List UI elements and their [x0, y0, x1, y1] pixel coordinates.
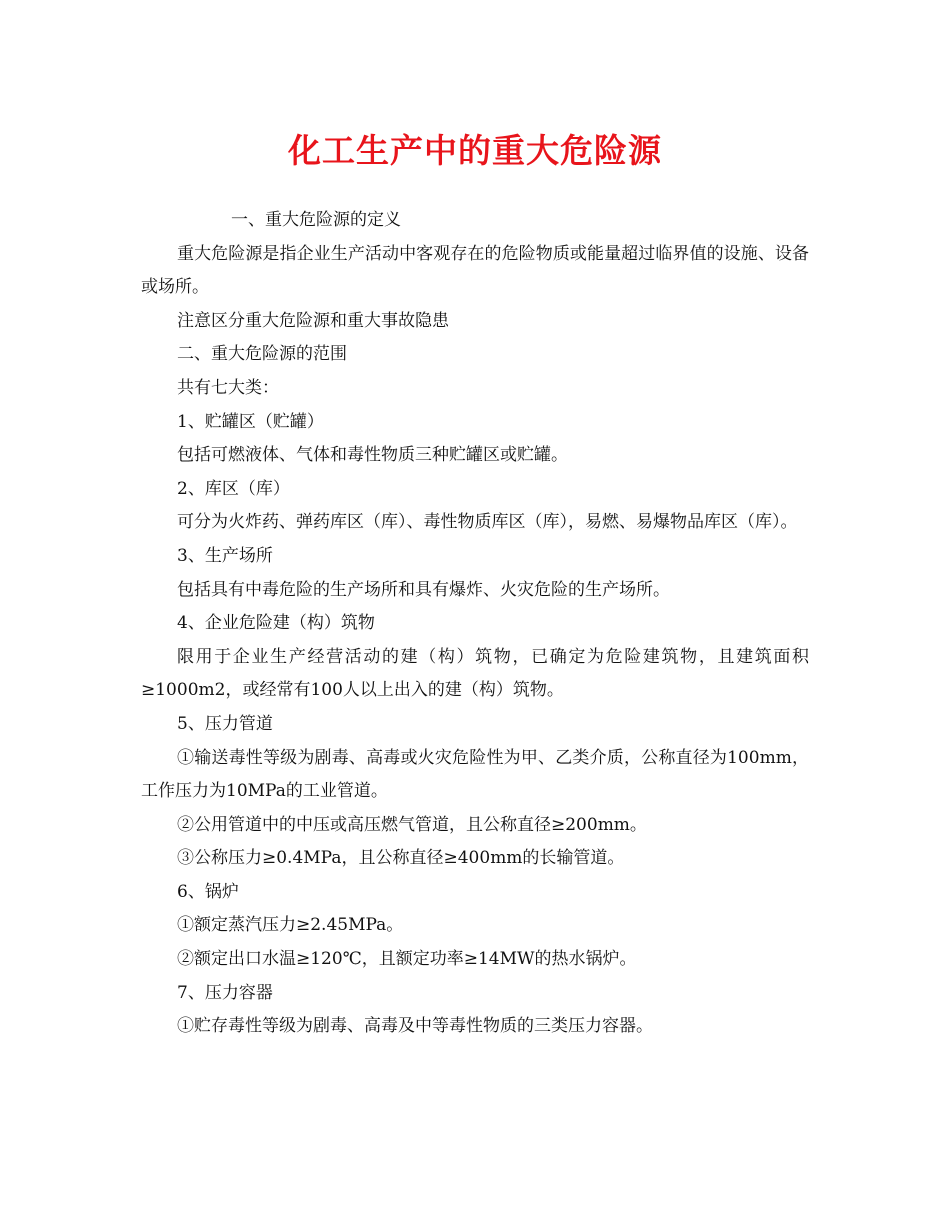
paragraph-pipes-2: ②公用管道中的中压或高压燃气管道，且公称直径≥200mm。 — [177, 814, 647, 835]
paragraph-buildings: 限用于企业生产经营活动的建（构）筑物，已确定为危险建筑物，且建筑面积≥1000m2，或经常有100人以上出入的建（构）筑物。 — [141, 646, 809, 701]
item-heading-pressure-pipes: 5、压力管道 — [177, 713, 273, 734]
paragraph-tank-area: 包括可燃液体、气体和毒性物质三种贮罐区或贮罐。 — [177, 445, 568, 466]
section-heading-scope: 二、重大危险源的范围 — [177, 344, 347, 365]
item-heading-pressure-vessels: 7、压力容器 — [177, 982, 273, 1003]
paragraph-pipes-3: ③公称压力≥0.4MPa，且公称直径≥400mm的长输管道。 — [177, 848, 625, 869]
paragraph-seven-categories: 共有七大类： — [177, 377, 279, 398]
document-body — [141, 204, 809, 1044]
item-heading-boilers: 6、锅炉 — [177, 881, 239, 902]
item-heading-production-site: 3、生产场所 — [177, 545, 273, 566]
paragraph-production-site: 包括具有中毒危险的生产场所和具有爆炸、火灾危险的生产场所。 — [177, 579, 670, 600]
paragraph-definition: 重大危险源是指企业生产活动中客观存在的危险物质或能量超过临界值的设施、设备或场所。 — [141, 243, 809, 298]
paragraph-note: 注意区分重大危险源和重大事故隐患 — [177, 310, 449, 331]
paragraph-storage-area: 可分为火炸药、弹药库区（库）、毒性物质库区（库），易燃、易爆物品库区（库）。 — [177, 512, 798, 533]
paragraph-pipes-1: ①输送毒性等级为剧毒、高毒或火灾危险性为甲、乙类介质，公称直径为100mm，工作压力为10MPa的工业管道。 — [141, 747, 809, 802]
paragraph-boilers-2: ②额定出口水温≥120℃，且额定功率≥14MW的热水锅炉。 — [177, 949, 637, 970]
document-title: 化工生产中的重大危险源 — [288, 131, 662, 170]
paragraph-boilers-1: ①额定蒸汽压力≥2.45MPa。 — [177, 915, 404, 936]
item-heading-storage-area: 2、库区（库） — [177, 478, 290, 499]
paragraph-vessels-1: ①贮存毒性等级为剧毒、高毒及中等毒性物质的三类压力容器。 — [177, 1016, 653, 1037]
section-heading-definition: 一、重大危险源的定义 — [231, 210, 401, 230]
item-heading-buildings: 4、企业危险建（构）筑物 — [177, 613, 375, 634]
item-heading-tank-area: 1、贮罐区（贮罐） — [177, 411, 324, 432]
